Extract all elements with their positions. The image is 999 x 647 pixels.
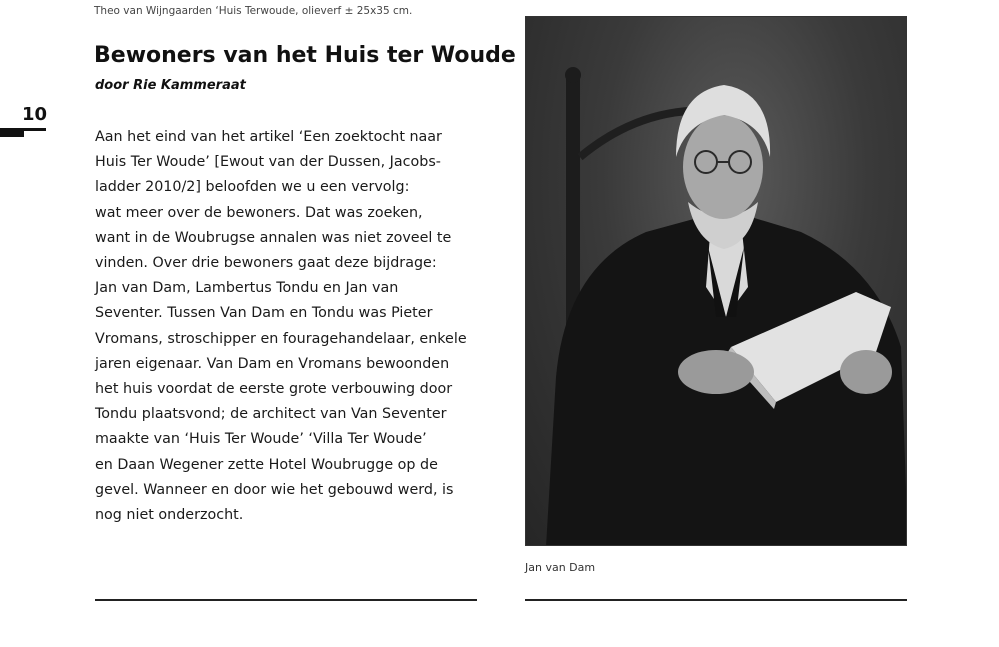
- body-line: Aan het eind van het artikel ‘Een zoektocht naar: [95, 129, 442, 145]
- body-line: gevel. Wanneer en door wie het gebouwd werd, is: [95, 481, 454, 498]
- header-photo-caption: Theo van Wijngaarden ‘Huis Terwoude, olieverf ± 25x35 cm.: [94, 5, 413, 17]
- article-title: Bewoners van het Huis ter Woude: [94, 43, 516, 68]
- chair-finial: [565, 67, 581, 83]
- article-body: [95, 125, 495, 528]
- portrait-photo: [525, 16, 907, 546]
- body-line: want in de Woubrugse annalen was niet zoveel te: [95, 229, 452, 246]
- body-line: wat meer over de bewoners. Dat was zoeken,: [95, 204, 423, 221]
- right-hand: [840, 350, 892, 394]
- body-line: Jan van Dam, Lambertus Tondu en Jan van: [95, 280, 399, 297]
- body-line: nog niet onderzocht.: [95, 507, 244, 524]
- portrait-illustration: [526, 17, 907, 546]
- page-number-rule-accent: [0, 131, 24, 137]
- body-line: Huis Ter Woude’ [Ewout van der Dussen, Jacobs-: [95, 154, 441, 171]
- body-line: vinden. Over drie bewoners gaat deze bijdrage:: [95, 255, 437, 272]
- page-number: 10: [22, 104, 48, 125]
- body-line: jaren eigenaar. Van Dam en Vromans bewoonden: [95, 355, 450, 372]
- body-line: Tondu plaatsvond; de architect van Van Seventer: [95, 406, 447, 423]
- body-line: Vromans, stroschipper en fouragehandelaar, enkele: [95, 330, 467, 347]
- left-hand: [678, 350, 754, 394]
- face: [683, 115, 763, 219]
- body-line: ladder 2010/2] beloofden we u een vervolg:: [95, 179, 410, 196]
- body-line: maakte van ‘Huis Ter Woude’ ‘Villa Ter Woude’: [95, 431, 427, 448]
- photo-caption: Jan van Dam: [525, 561, 596, 574]
- body-line: het huis voordat de eerste grote verbouwing door: [95, 381, 453, 398]
- body-line: Seventer. Tussen Van Dam en Tondu was Pieter: [95, 305, 433, 322]
- body-line: en Daan Wegener zette Hotel Woubrugge op de: [95, 456, 438, 473]
- column-rule-left: [95, 599, 477, 601]
- column-rule-right: [525, 599, 907, 601]
- article-byline: door Rie Kammeraat: [95, 78, 246, 93]
